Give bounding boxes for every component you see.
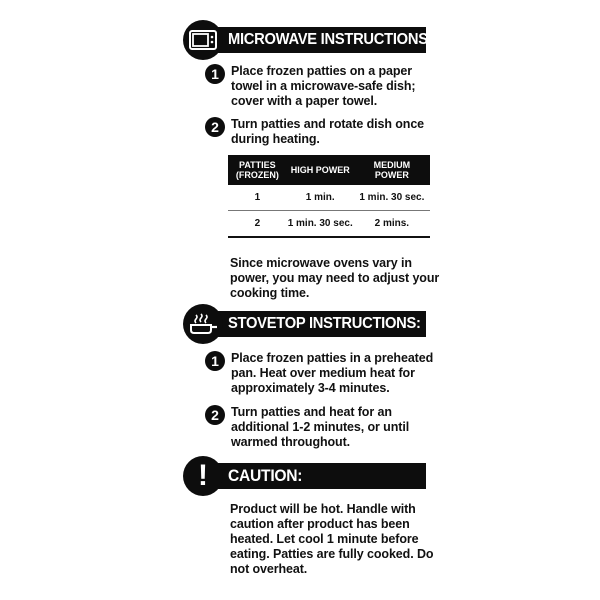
table-row: [228, 185, 430, 211]
column-header: HIGH POWER: [287, 155, 354, 185]
stovetop-title: STOVETOP INSTRUCTIONS:: [228, 315, 421, 332]
table-cell: 1: [228, 185, 287, 211]
table-cell: 2: [228, 211, 287, 238]
microwave-badge: [183, 20, 223, 60]
step-text: Place frozen patties in a preheated pan. Heat over medium heat for approximately 3-4 minutes.: [231, 351, 434, 395]
microwave-step-1: [205, 64, 445, 109]
table-row: [228, 211, 430, 238]
pan-icon: [188, 312, 218, 336]
column-header: MEDIUM POWER: [354, 155, 430, 185]
stovetop-banner: [188, 311, 426, 337]
exclamation-icon: !: [198, 459, 208, 492]
microwave-step-2: [205, 117, 445, 147]
table-cell: 1 min. 30 sec.: [287, 211, 354, 238]
column-header: PATTIES (FROZEN): [228, 155, 287, 185]
step-text: Place frozen patties on a paper towel in a microwave-safe dish; cover with a paper towel.: [231, 64, 416, 108]
table-header-row: [228, 155, 430, 185]
stovetop-badge: [183, 304, 223, 344]
step-text: Turn patties and rotate dish once during heating.: [231, 117, 425, 146]
microwave-title: MICROWAVE INSTRUCTIONS:: [228, 31, 433, 48]
table-cell: 1 min. 30 sec.: [354, 185, 430, 211]
table-cell: 2 mins.: [354, 211, 430, 238]
microwave-note: Since microwave ovens vary in power, you may need to adjust your cooking time.: [230, 256, 440, 300]
step-number: 2: [205, 405, 225, 425]
step-number: 2: [205, 117, 225, 137]
step-text: Turn patties and heat for an additional 1-2 minutes, or until warmed throughout.: [231, 405, 410, 449]
caution-text: Product will be hot. Handle with caution after product has been heated. Let cool 1 minute before eating. Patties are fully cooked. Do not overheat.: [230, 502, 434, 576]
table-cell: 1 min.: [287, 185, 354, 211]
stovetop-step-2: [205, 405, 445, 450]
step-number: 1: [205, 64, 225, 84]
step-number: 1: [205, 351, 225, 371]
heating-time-table: [228, 155, 430, 238]
caution-badge: [183, 456, 223, 496]
caution-title: CAUTION:: [228, 466, 303, 485]
stovetop-step-1: [205, 351, 445, 396]
microwave-banner: [188, 27, 433, 53]
caution-banner: [188, 459, 426, 492]
microwave-icon: [189, 30, 217, 50]
